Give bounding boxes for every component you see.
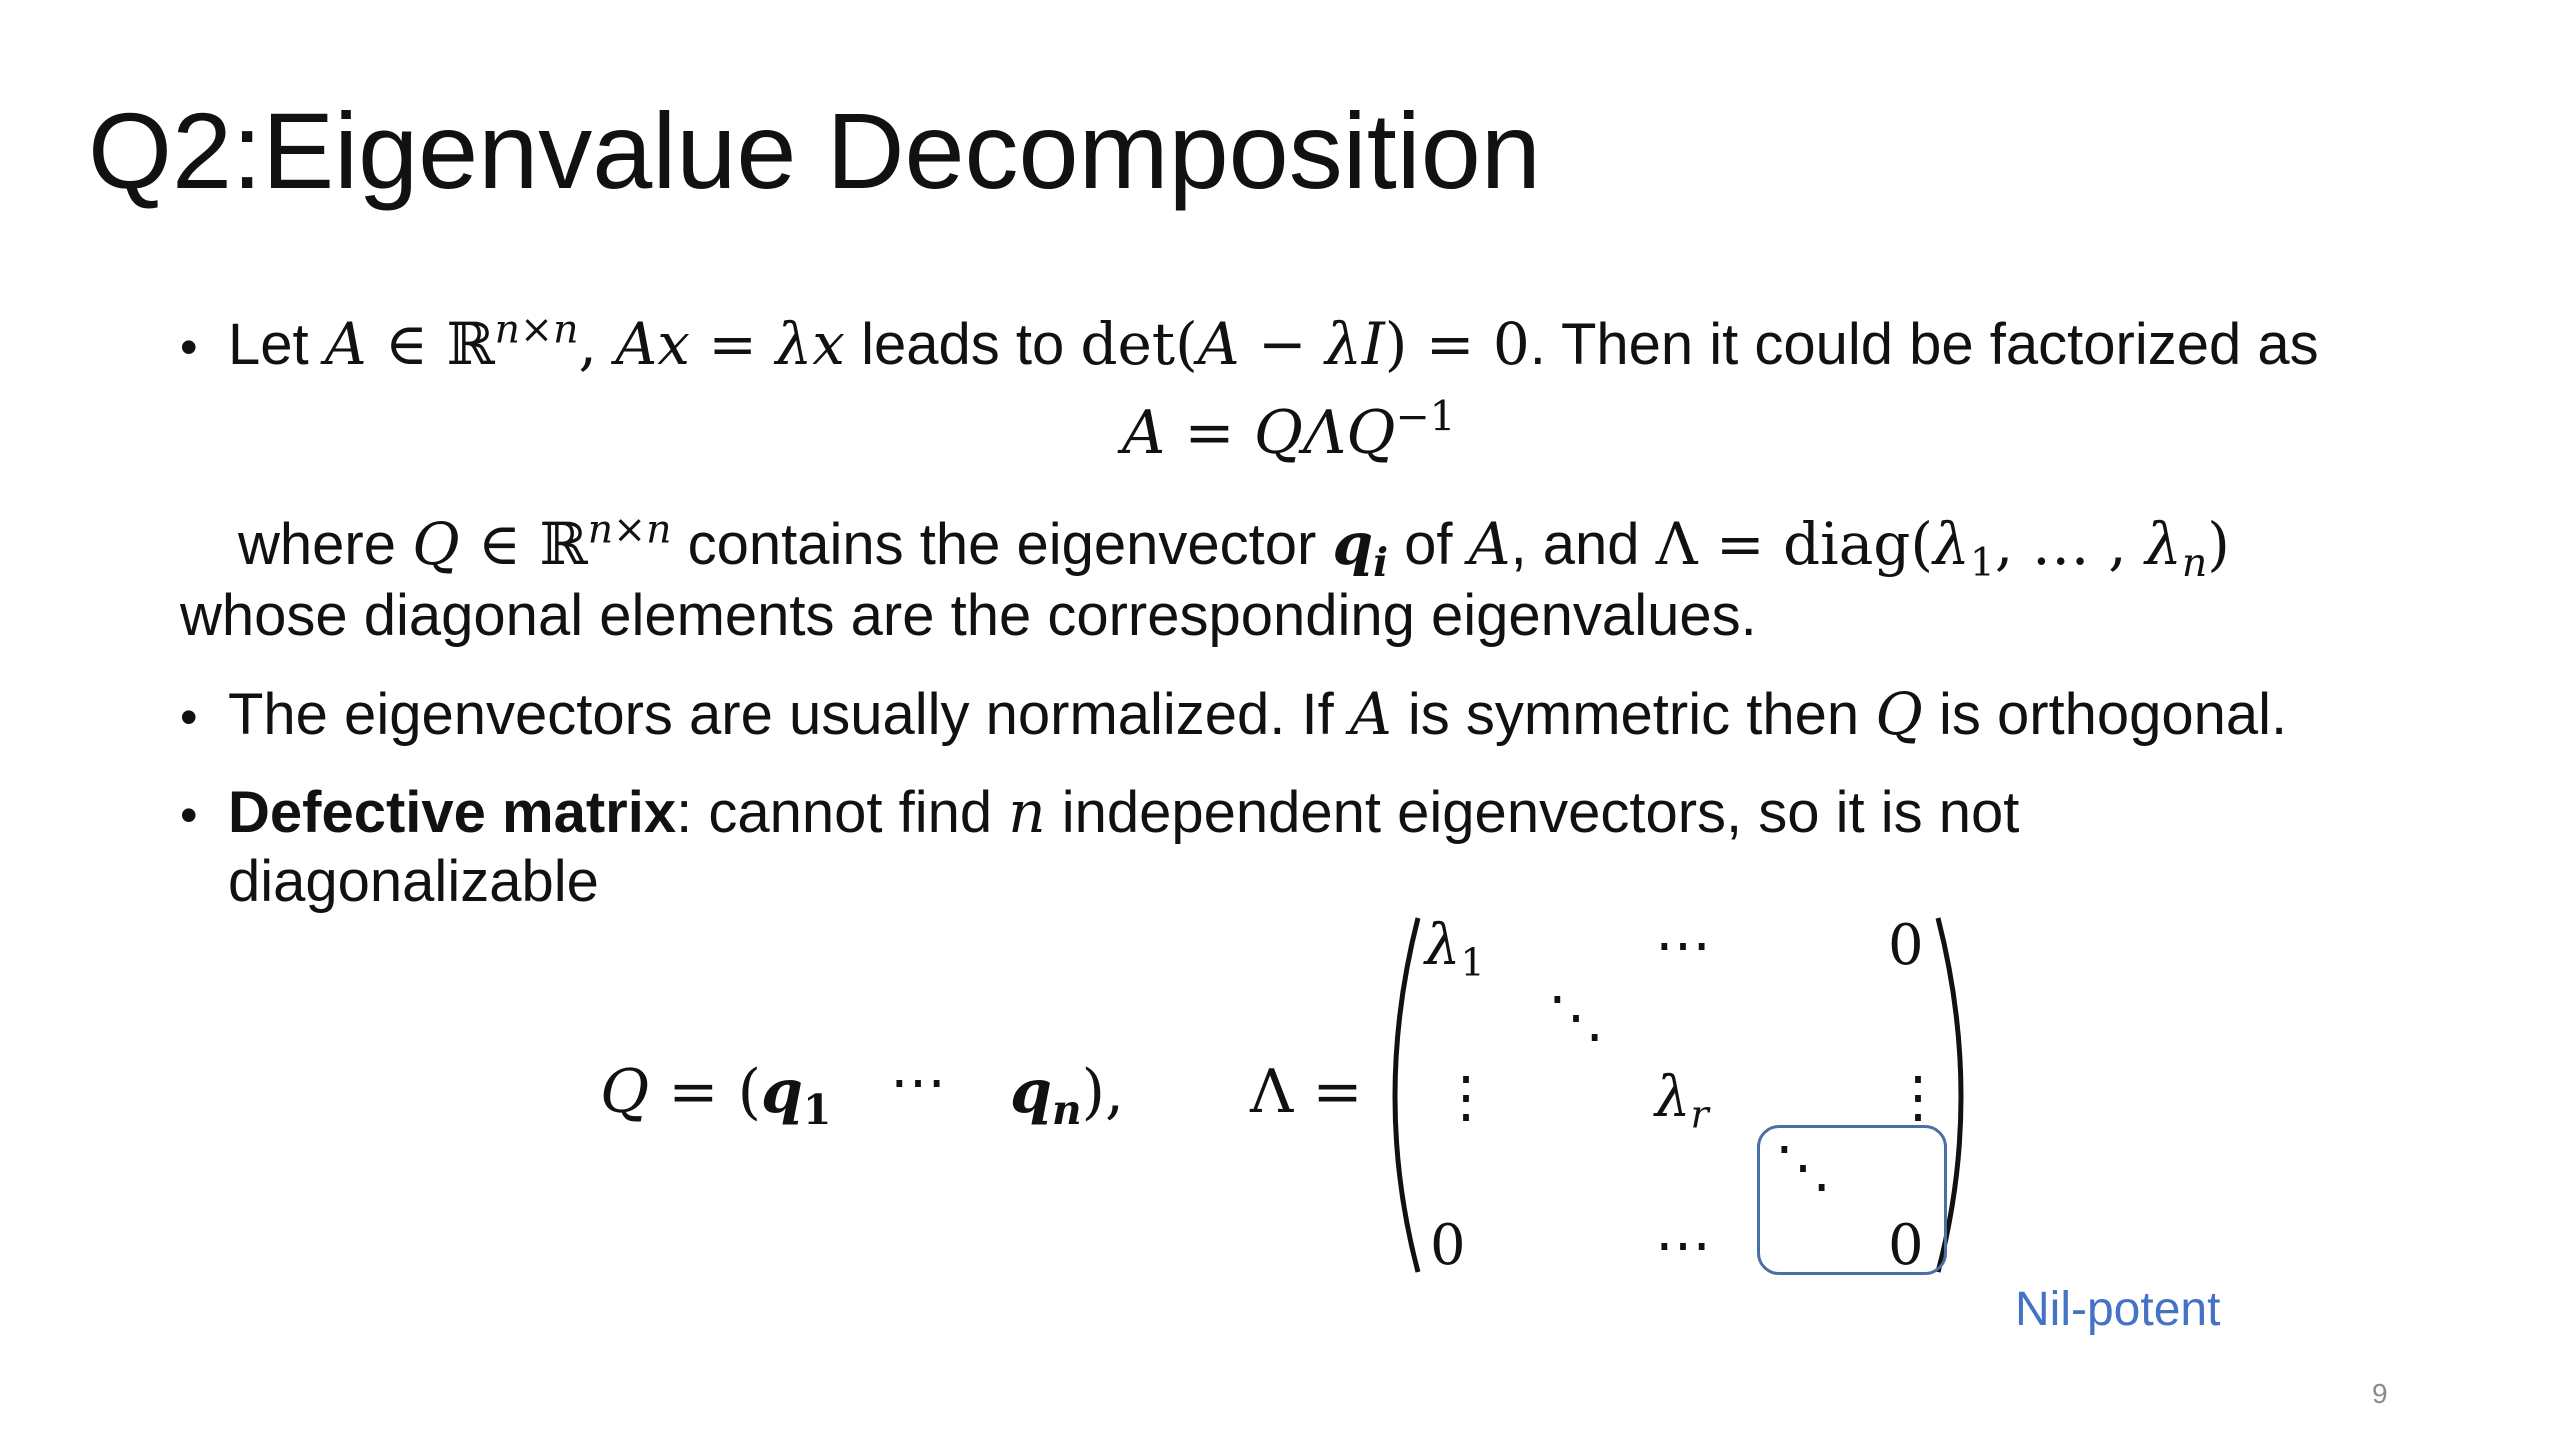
matrix-zero-bottom-left: 0 bbox=[1430, 1213, 1466, 1278]
nil-potent-highlight-box bbox=[1757, 1125, 1947, 1278]
math-a-in-r: A bbox=[324, 310, 367, 378]
math-diag: Λ = diag( bbox=[1655, 510, 1934, 578]
q-definition-dots: ⋯ bbox=[890, 1050, 946, 1115]
defective-matrix-term: Defective matrix bbox=[228, 780, 677, 845]
matrix-hdots-bottom: ⋯ bbox=[1655, 1213, 1711, 1278]
math-det: det( bbox=[1080, 310, 1198, 378]
matrix-left-paren bbox=[1395, 918, 1418, 1272]
bullet1-where-line: where Q ∈ ℝ$^{n\times n}$ contains the eigenvector $q_i$ of A, and $\Lambda = diag(\lambda_1$, … , $\lambda_n$) bbox=[238, 506, 2230, 586]
q-definition: $Q = (q_1$ bbox=[600, 1057, 832, 1135]
matrix-lambda-r: $\lambda_r$ bbox=[1655, 1065, 1709, 1137]
bullet1-line1: Let A ∈ ℝ$^{n\times n}$, Ax = λx leads to det(A − λI) = 0. Then it could be factorized as bbox=[228, 306, 2319, 378]
bullet-marker: • bbox=[180, 787, 198, 843]
lambda-equals: Λ = bbox=[1250, 1057, 1363, 1127]
page-number: 9 bbox=[2372, 1378, 2388, 1409]
bullet1-continuation: whose diagonal elements are the corresponding eigenvalues. bbox=[180, 583, 1757, 648]
math-eigen-eq: Ax bbox=[615, 310, 690, 378]
bullet-marker: • bbox=[180, 689, 198, 745]
math-qi: $q_i$ bbox=[1332, 510, 1389, 586]
matrix-vdots-left: ⋮ bbox=[1438, 1065, 1494, 1130]
matrix-zero-top-right: 0 bbox=[1888, 913, 1924, 978]
matrix-ddots-lower: ⋱ bbox=[1775, 1135, 1831, 1200]
bullet-marker: • bbox=[180, 319, 198, 375]
factorization-equation: $A = Q\Lambda Q^{-1}$ bbox=[1122, 392, 1456, 468]
q-definition-last: $q_n$), bbox=[1010, 1057, 1125, 1135]
nil-potent-label: Nil-potent bbox=[2015, 1283, 2221, 1336]
matrix-zero-bottom-right: 0 bbox=[1888, 1213, 1924, 1278]
matrix-hdots-top: ⋯ bbox=[1655, 913, 1711, 978]
matrix-lambda1: $\lambda_1$ bbox=[1425, 913, 1485, 985]
bullet2-line: The eigenvectors are usually normalized. If A is symmetric then Q is orthogonal. bbox=[228, 680, 2288, 748]
text-then: . Then it could be factorized as bbox=[1529, 312, 2319, 377]
text-leads: leads to bbox=[861, 312, 1065, 377]
matrix-ddots-upper: ⋱ bbox=[1548, 985, 1604, 1050]
text-let: Let bbox=[228, 312, 309, 377]
bullet3-line1: Defective matrix: cannot find n independent eigenvectors, so it is not bbox=[228, 778, 2020, 846]
slide-title: Q2:Eigenvalue Decomposition bbox=[88, 90, 1541, 211]
matrix-vdots-right: ⋮ bbox=[1890, 1065, 1946, 1130]
bullet3-line2: diagonalizable bbox=[228, 849, 599, 914]
